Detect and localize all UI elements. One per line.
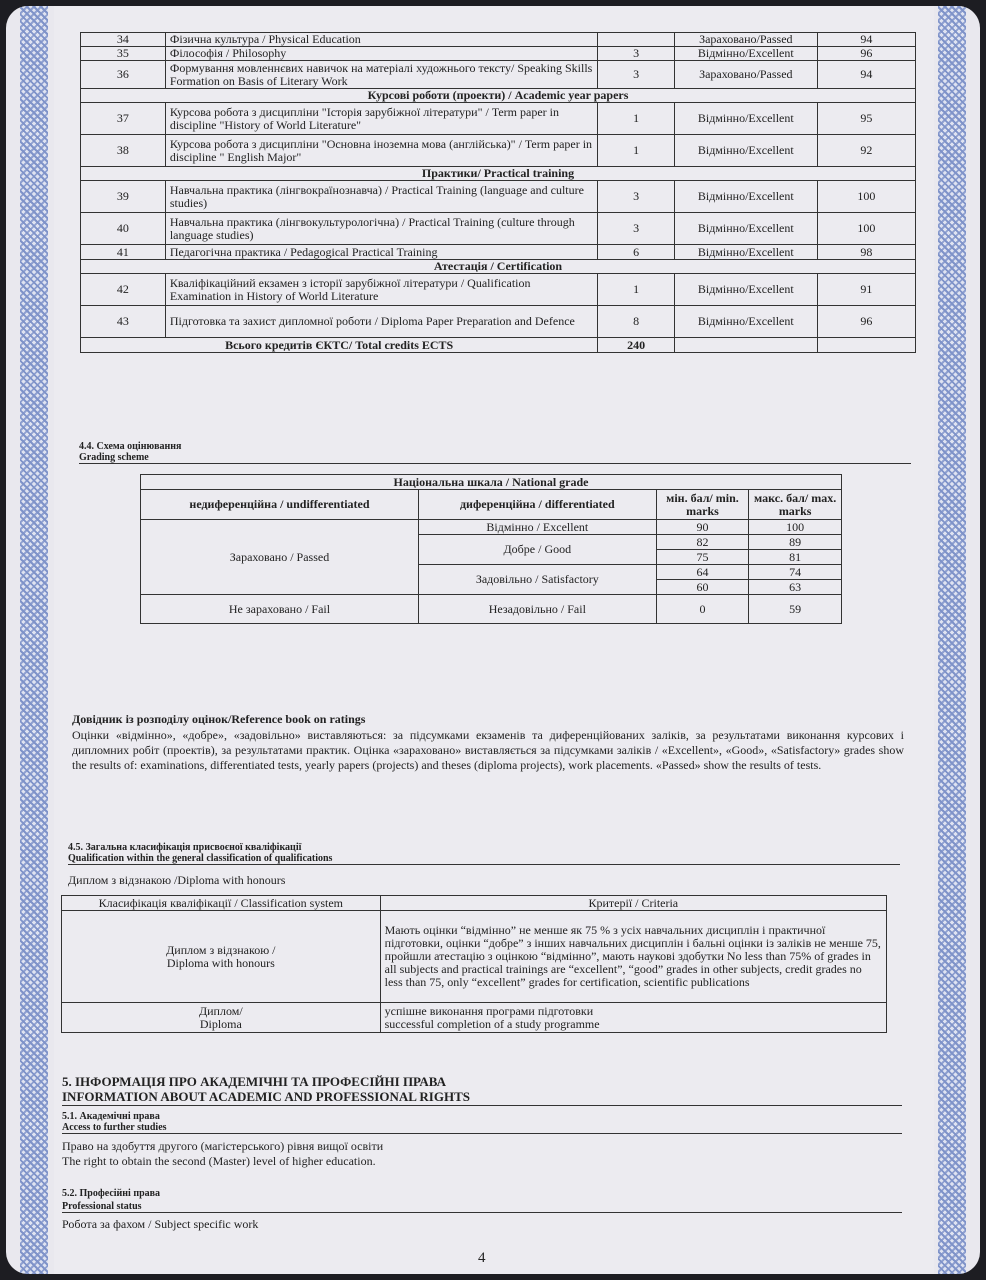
subject-credits: 3	[598, 181, 675, 213]
subject-score: 100	[817, 213, 915, 245]
subject-name: Навчальна практика (лінгвокраїнознавча) / Practical Training (language and culture studies)	[165, 181, 598, 213]
undifferentiated-header: недиференційна / undifferentiated	[141, 490, 419, 520]
subject-row	[81, 61, 916, 89]
passed-cell: Зараховано / Passed	[141, 520, 419, 595]
subject-number: 41	[81, 245, 166, 260]
diploma-criteria-en: successful completion of a study programme	[384, 1016, 600, 1031]
grading-table	[140, 474, 842, 624]
subject-row	[81, 306, 916, 338]
subject-number: 39	[81, 181, 166, 213]
max-marks-header: макс. бал/ max. marks	[749, 490, 842, 520]
subject-number: 37	[81, 103, 166, 135]
subject-score: 94	[817, 61, 915, 89]
subject-row	[81, 47, 916, 61]
differentiated-header: диференційна / differentiated	[418, 490, 656, 520]
subject-credits: 8	[598, 306, 675, 338]
min-marks-header: мін. бал/ min. marks	[656, 490, 749, 520]
max-cell: 89	[749, 535, 842, 550]
subject-row	[81, 33, 916, 47]
s51-title-en: Access to further studies	[62, 1122, 902, 1134]
subject-name: Підготовка та захист дипломної роботи / Diploma Paper Preparation and Defence	[165, 306, 598, 338]
total-credits-value: 240	[598, 338, 675, 353]
max-cell: 81	[749, 550, 842, 565]
subject-score: 94	[817, 33, 915, 47]
subject-grade: Відмінно/Excellent	[674, 135, 817, 167]
section5-title-en: INFORMATION ABOUT ACADEMIC AND PROFESSIONAL RIGHTS	[62, 1089, 902, 1106]
subject-grade: Відмінно/Excellent	[674, 274, 817, 306]
subjects-table	[80, 32, 916, 353]
subject-credits	[598, 33, 675, 47]
subject-score: 96	[817, 306, 915, 338]
subject-score: 100	[817, 181, 915, 213]
s52-title-ua: 5.2. Професійні права	[62, 1188, 161, 1199]
section-certification: Атестація / Certification	[81, 260, 916, 274]
decorative-border-right	[938, 6, 966, 1274]
s51-title-ua: 5.1. Академічні права	[62, 1111, 160, 1122]
document-sheet	[6, 6, 980, 1274]
subject-grade: Відмінно/Excellent	[674, 213, 817, 245]
max-cell: 63	[749, 580, 842, 595]
min-cell: 90	[656, 520, 749, 535]
satisfactory-cell: Задовільно / Satisfactory	[418, 565, 656, 595]
empty-cell	[674, 338, 817, 353]
section-academic-papers: Курсові роботи (проекти) / Academic year papers	[81, 89, 916, 103]
diploma-label-ua: Диплом/	[198, 1003, 243, 1018]
min-cell: 0	[656, 595, 749, 624]
subject-number: 40	[81, 213, 166, 245]
reference-text: Оцінки «відмінно», «добре», «задовільно» виставляються: за підсумками екзаменів та диференційованих заліків, за результатами виконання курсових і дипломних робіт (проектів), за результатами практик. Оцінка «зараховано» виставляється за підсумками заліків / «Excellent», «Good», «Satisfactory» grades show the results of: examinations, differentiated tests, yearly papers (projects) and theses (diploma projects), work placements. «Passed» show the results of tests.	[72, 728, 904, 772]
subject-name: Формування мовленнєвих навичок на матеріалі художнього тексту/ Speaking Skills Formation on Basis of Literary Work	[165, 61, 598, 89]
subject-number: 35	[81, 47, 166, 61]
subject-score: 98	[817, 245, 915, 260]
subject-credits: 6	[598, 245, 675, 260]
subject-row	[81, 181, 916, 213]
subject-name: Кваліфікаційний екзамен з історії зарубіжної літератури / Qualification Examination in History of World Literature	[165, 274, 598, 306]
honours-criteria: Мають оцінки “відмінно” не менше як 75 % з усіх навчальних дисциплін і практичної підготовки, оцінки “добре” з інших навчальних дисциплін і бальні оцінки із заліків не менше 75, пройшли атестацію з оцінкою “відмінно”, мають наукові здобутки No less than 75% of grades in all subjects and practical trainings are “excellent”, “good” grades in other subjects, credit grades no less than 75, only “excellent” grades for certification, scientific publications	[380, 911, 886, 1003]
honours-label-ua: Диплом з відзнакою /	[166, 942, 276, 957]
subject-number: 43	[81, 306, 166, 338]
subject-name: Навчальна практика (лінгвокультурологічна) / Practical Training (culture through language studies)	[165, 213, 598, 245]
subject-row	[81, 245, 916, 260]
classification-header: Класифікація кваліфікації / Classification system	[62, 896, 381, 911]
decorative-border-left	[20, 6, 48, 1274]
s51-text-en: The right to obtain the second (Master) level of higher education.	[62, 1154, 376, 1168]
qualification-title-en: Qualification within the general classification of qualifications	[68, 853, 900, 865]
qualification-value: Диплом з відзнакою /Diploma with honours	[68, 873, 286, 887]
qualification-title-ua: 4.5. Загальна класифікація присвоєної кваліфікації	[68, 842, 302, 853]
empty-cell	[817, 338, 915, 353]
min-cell: 82	[656, 535, 749, 550]
subject-credits: 3	[598, 61, 675, 89]
fail-cell: Не зараховано / Fail	[141, 595, 419, 624]
min-cell: 75	[656, 550, 749, 565]
subject-credits: 1	[598, 135, 675, 167]
subject-credits: 3	[598, 47, 675, 61]
page-number: 4	[478, 1250, 486, 1266]
min-cell: 60	[656, 580, 749, 595]
subject-credits: 1	[598, 274, 675, 306]
subject-grade: Відмінно/Excellent	[674, 245, 817, 260]
excellent-cell: Відмінно / Excellent	[418, 520, 656, 535]
subject-name: Курсова робота з дисципліни "Історія зарубіжної літератури" / Term paper in discipline "History of World Literature"	[165, 103, 598, 135]
subject-number: 42	[81, 274, 166, 306]
subject-row	[81, 213, 916, 245]
subject-score: 95	[817, 103, 915, 135]
subject-name: Фізична культура / Physical Education	[165, 33, 598, 47]
good-cell: Добре / Good	[418, 535, 656, 565]
total-credits-label: Всього кредитів ЄКТС/ Total credits ECTS	[81, 338, 598, 353]
honours-label-en: Diploma with honours	[166, 955, 275, 970]
subject-grade: Відмінно/Excellent	[674, 181, 817, 213]
subject-name: Курсова робота з дисципліни "Основна іноземна мова (англійська)" / Term paper in discipline " English Major"	[165, 135, 598, 167]
diploma-criteria-ua: успішне виконання програми підготовки	[384, 1003, 594, 1018]
subject-grade: Відмінно/Excellent	[674, 306, 817, 338]
unsatisfactory-cell: Незадовільно / Fail	[418, 595, 656, 624]
subject-grade: Зараховано/Passed	[674, 33, 817, 47]
subject-number: 38	[81, 135, 166, 167]
subject-number: 36	[81, 61, 166, 89]
min-cell: 64	[656, 565, 749, 580]
qualification-table	[61, 895, 887, 1033]
max-cell: 100	[749, 520, 842, 535]
s51-text-ua: Право на здобуття другого (магістерського) рівня вищої освіти	[62, 1139, 384, 1153]
subject-score: 96	[817, 47, 915, 61]
section-practical-training: Практики/ Practical training	[81, 167, 916, 181]
subject-name: Педагогічна практика / Pedagogical Practical Training	[165, 245, 598, 260]
document-page	[54, 6, 934, 1274]
section5-title-ua: 5. ІНФОРМАЦІЯ ПРО АКАДЕМІЧНІ ТА ПРОФЕСІЙНІ ПРАВА	[62, 1074, 446, 1089]
grading-title-en: Grading scheme	[79, 452, 911, 464]
grading-title-ua: 4.4. Схема оцінювання	[79, 441, 182, 452]
max-cell: 59	[749, 595, 842, 624]
diploma-label-en: Diploma	[199, 1016, 242, 1031]
subject-score: 92	[817, 135, 915, 167]
s52-text: Робота за фахом / Subject specific work	[62, 1217, 259, 1231]
national-grade-header: Національна шкала / National grade	[141, 475, 842, 490]
reference-title: Довідник із розподілу оцінок/Reference book on ratings	[72, 712, 366, 726]
subject-credits: 1	[598, 103, 675, 135]
max-cell: 74	[749, 565, 842, 580]
subject-grade: Зараховано/Passed	[674, 61, 817, 89]
subject-row	[81, 103, 916, 135]
criteria-header: Критерії / Criteria	[380, 896, 886, 911]
s52-title-en: Professional status	[62, 1201, 902, 1213]
subject-name: Філософія / Philosophy	[165, 47, 598, 61]
subject-credits: 3	[598, 213, 675, 245]
subject-row	[81, 274, 916, 306]
subject-score: 91	[817, 274, 915, 306]
subject-row	[81, 135, 916, 167]
subject-grade: Відмінно/Excellent	[674, 47, 817, 61]
subject-number: 34	[81, 33, 166, 47]
subject-grade: Відмінно/Excellent	[674, 103, 817, 135]
